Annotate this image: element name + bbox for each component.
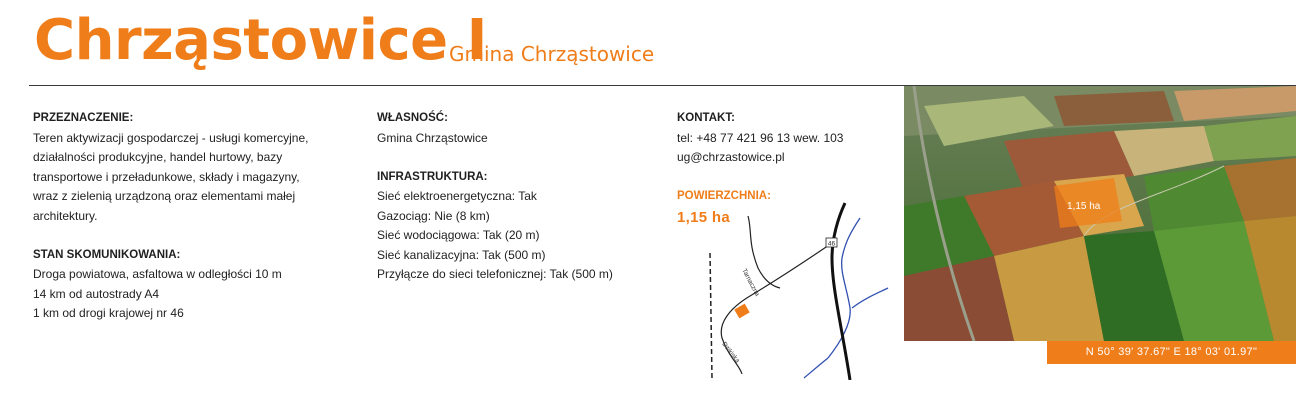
plot-area-label: 1,15 ha — [1067, 201, 1101, 212]
railway-line — [710, 253, 712, 378]
area-heading: POWIERZCHNIA: — [677, 190, 771, 202]
infrastructure-heading: INFRASTRUKTURA: — [377, 170, 488, 183]
road-label-tarnaczna: Tarnaczna — [740, 267, 761, 298]
aerial-photo — [904, 86, 1296, 341]
road-label-dzikiska: Dzikiska — [720, 340, 741, 365]
purpose-line: architektury. — [33, 208, 98, 223]
infrastructure-line: Sieć elektroenergetyczna: Tak — [377, 189, 537, 203]
ownership-heading: WŁASNOŚĆ: — [377, 112, 448, 124]
contact-email[interactable]: ug@chrzastowice.pl — [677, 150, 785, 164]
river-line — [804, 358, 828, 378]
transport-heading: STAN SKOMUNIKOWANIA: — [33, 248, 181, 261]
infrastructure-line: Sieć kanalizacyjna: Tak (500 m) — [377, 247, 546, 262]
infrastructure-line: Gazociąg: Nie (8 km) — [377, 208, 490, 223]
transport-line: 14 km od autostrady A4 — [33, 286, 160, 301]
purpose-line: Teren aktywizacji gospodarczej - usługi komercyjne, — [33, 130, 309, 145]
info-column-1 — [33, 109, 348, 324]
aerial-photo-image — [904, 86, 1296, 341]
area-value: 1,15 ha — [677, 208, 730, 226]
infrastructure-line: Przyłącze do sieci telefonicznej: Tak (500 m) — [377, 267, 613, 281]
info-column-2 — [377, 109, 657, 285]
purpose-line: działalności produkcyjne, handel hurtowy, bazy — [33, 150, 283, 164]
road-line — [748, 216, 780, 288]
purpose-heading: PRZEZNACZENIE: — [33, 112, 134, 124]
contact-phone: tel: +48 77 421 96 13 wew. 103 — [677, 130, 844, 145]
purpose-line: transportowe i przeładunkowe, składy i magazyny, — [33, 169, 300, 184]
page-subtitle: Gmina Chrząstowice — [449, 42, 655, 66]
ownership-value: Gmina Chrząstowice — [377, 130, 488, 145]
river-line — [852, 288, 888, 308]
purpose-line: wraz z zielenią urządzoną oraz elementami małej — [33, 189, 296, 203]
transport-line: Droga powiatowa, asfaltowa w odległości 10 m — [33, 267, 282, 281]
page-title: Chrząstowice I — [34, 8, 487, 73]
contact-heading: KONTAKT: — [677, 112, 735, 124]
transport-line: 1 km od drogi krajowej nr 46 — [33, 306, 184, 320]
infrastructure-line: Sieć wodociągowa: Tak (20 m) — [377, 228, 540, 242]
road-number-label: 46 — [827, 240, 836, 248]
main-road-46 — [832, 203, 850, 380]
location-map — [700, 198, 900, 380]
coordinates-badge: N 50° 39' 37.67" E 18° 03' 01.97" — [1047, 341, 1296, 364]
